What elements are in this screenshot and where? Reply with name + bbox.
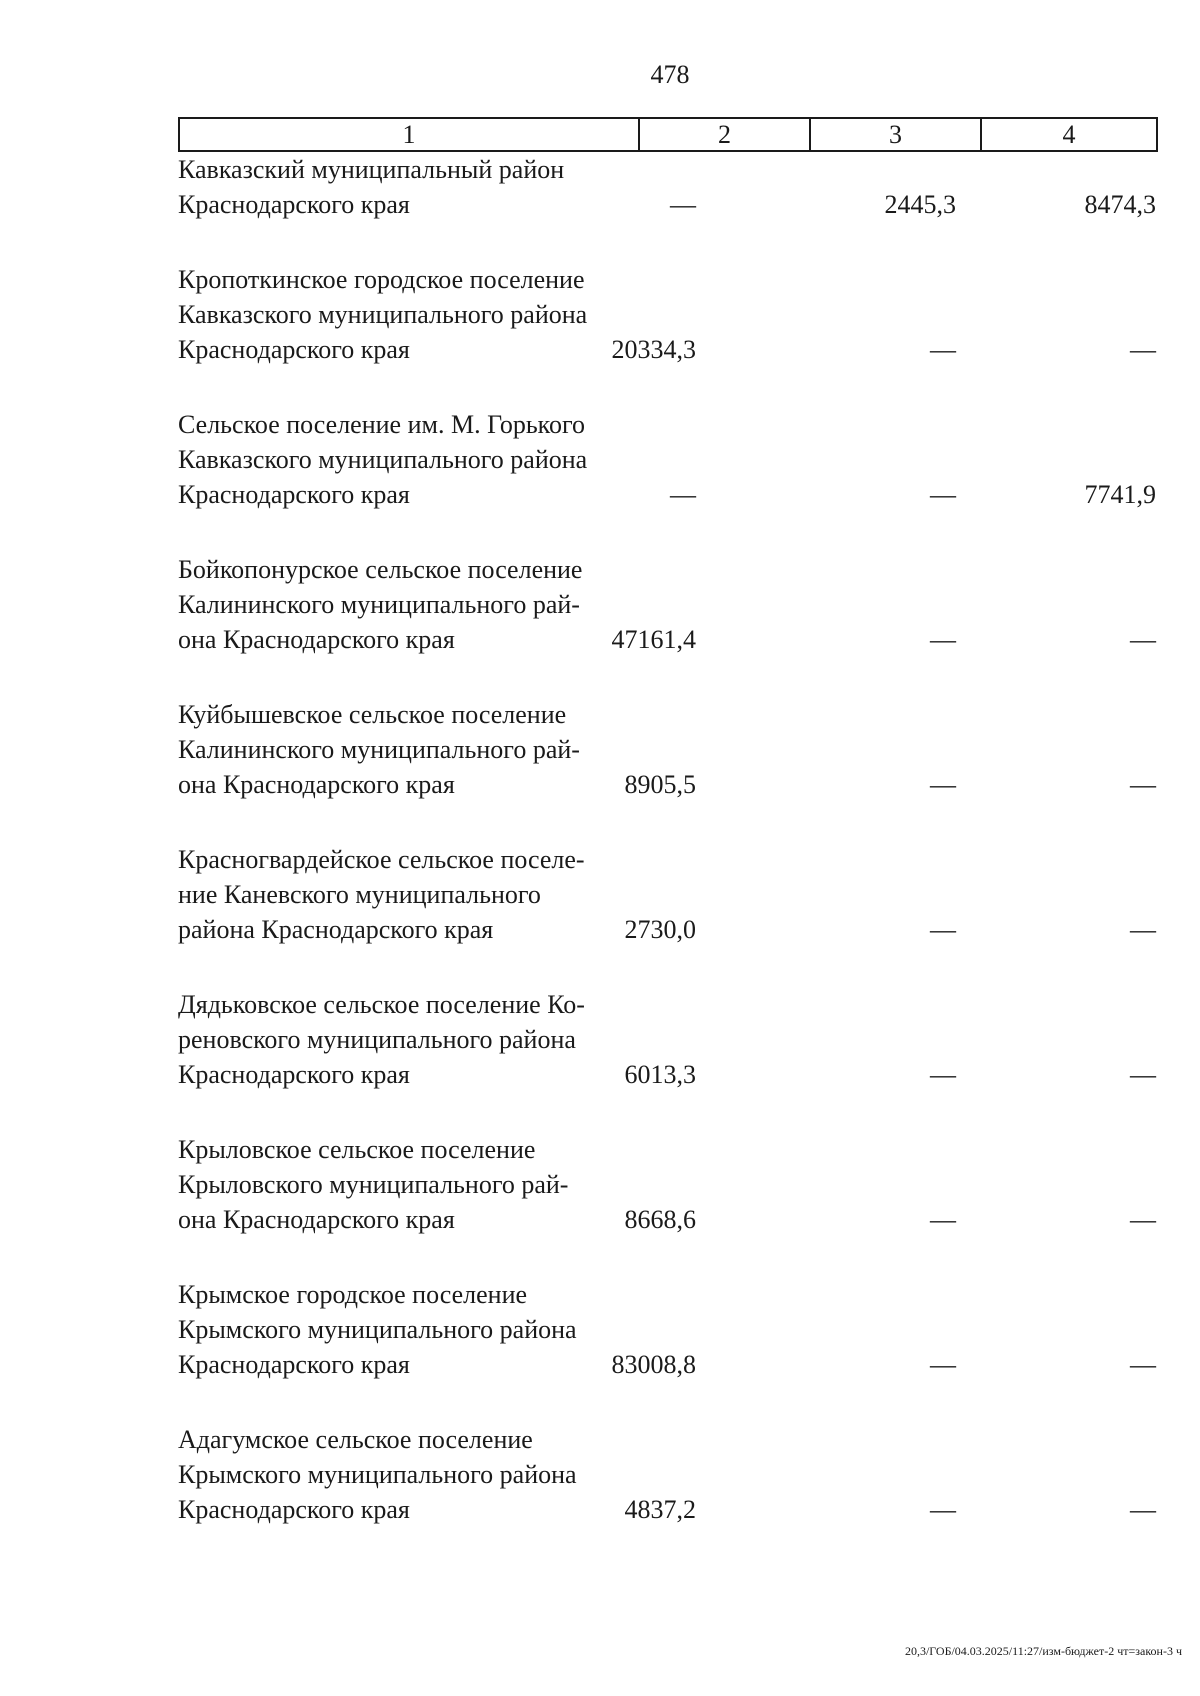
cell-col-2: 4837,2	[624, 1495, 696, 1524]
row-label-line: Сельское поселение им. М. Горького	[178, 410, 585, 439]
cell-col-2: 6013,3	[624, 1060, 696, 1089]
row-label-line: Бойкопонурское сельское поселение	[178, 555, 583, 584]
table-row	[178, 152, 1156, 222]
cell-col-4: 7741,9	[1084, 480, 1156, 509]
row-label-line: Калининского муниципального рай-	[178, 590, 580, 619]
table-row	[178, 1132, 1156, 1237]
cell-col-4: —	[1130, 770, 1156, 799]
cell-col-2: 8668,6	[624, 1205, 696, 1234]
column-header-4: 4	[981, 118, 1157, 151]
column-header-2: 2	[639, 118, 810, 151]
row-label-line: Кропоткинское городское поселение	[178, 265, 585, 294]
row-label-line: Дядьковское сельское поселение Ко-	[178, 990, 585, 1019]
table-row	[178, 262, 1156, 367]
row-label-line: Краснодарского края	[178, 480, 410, 509]
row-label-line: она Краснодарского края	[178, 770, 455, 799]
cell-col-3: —	[930, 1060, 956, 1089]
cell-col-2: 20334,3	[611, 335, 696, 364]
row-label-line: она Краснодарского края	[178, 1205, 455, 1234]
column-header-3: 3	[810, 118, 981, 151]
cell-col-4: —	[1130, 1350, 1156, 1379]
row-label-line: Крыловское сельское поселение	[178, 1135, 536, 1164]
row-label-line: Кавказский муниципальный район	[178, 155, 565, 184]
cell-col-2: 2730,0	[624, 915, 696, 944]
cell-col-2: 47161,4	[611, 625, 696, 654]
table-row	[178, 1277, 1156, 1382]
cell-col-4: —	[1130, 1060, 1156, 1089]
row-label-line: Крымского муниципального района	[178, 1315, 577, 1344]
cell-col-3: 2445,3	[884, 190, 956, 219]
document-footer-code: 20,3/ГОБ/04.03.2025/11:27/изм-бюджет-2 чт=закон-3 ч	[904, 1644, 1182, 1658]
cell-col-4: —	[1130, 625, 1156, 654]
cell-col-4: —	[1130, 335, 1156, 364]
row-label-line: Куйбышевское сельское поселение	[178, 700, 567, 729]
row-label-line: ние Каневского муниципального	[178, 880, 541, 909]
cell-col-4: —	[1130, 915, 1156, 944]
row-label-line: Адагумское сельское поселение	[178, 1425, 533, 1454]
row-label-line: Красногвардейское сельское поселе-	[178, 845, 585, 874]
row-label-line: Крымское городское поселение	[178, 1280, 528, 1309]
cell-col-4: —	[1130, 1495, 1156, 1524]
page-number: 478	[650, 60, 690, 89]
cell-col-3: —	[930, 480, 956, 509]
table-row	[178, 1422, 1156, 1527]
row-label-line: Краснодарского края	[178, 1350, 410, 1379]
table-row	[178, 987, 1156, 1092]
cell-col-2: —	[670, 190, 696, 219]
cell-col-3: —	[930, 1350, 956, 1379]
cell-col-4: —	[1130, 1205, 1156, 1234]
cell-col-2: 83008,8	[611, 1350, 696, 1379]
table-body	[178, 152, 1156, 1567]
row-label-line: Краснодарского края	[178, 190, 410, 219]
cell-col-3: —	[930, 915, 956, 944]
table-row	[178, 407, 1156, 512]
cell-col-2: 8905,5	[624, 770, 696, 799]
cell-col-4: 8474,3	[1084, 190, 1156, 219]
cell-col-2: —	[670, 480, 696, 509]
row-label-line: она Краснодарского края	[178, 625, 455, 654]
column-header-1: 1	[179, 118, 639, 151]
row-label-line: района Краснодарского края	[178, 915, 494, 944]
column-header-table	[178, 117, 1158, 152]
table-row	[178, 842, 1156, 947]
cell-col-3: —	[930, 1205, 956, 1234]
row-label-line: Краснодарского края	[178, 335, 410, 364]
row-label-line: Кавказского муниципального района	[178, 445, 588, 474]
row-label-line: Краснодарского края	[178, 1060, 410, 1089]
table-row	[178, 552, 1156, 657]
row-label-line: Крымского муниципального района	[178, 1460, 577, 1489]
row-label-line: Краснодарского края	[178, 1495, 410, 1524]
row-label-line: Крыловского муниципального рай-	[178, 1170, 569, 1199]
cell-col-3: —	[930, 1495, 956, 1524]
row-label-line: Калининского муниципального рай-	[178, 735, 580, 764]
cell-col-3: —	[930, 335, 956, 364]
cell-col-3: —	[930, 770, 956, 799]
row-label-line: Кавказского муниципального района	[178, 300, 588, 329]
column-header-row	[179, 118, 1157, 151]
row-label-line: реновского муниципального района	[178, 1025, 576, 1054]
table-row	[178, 697, 1156, 802]
cell-col-3: —	[930, 625, 956, 654]
